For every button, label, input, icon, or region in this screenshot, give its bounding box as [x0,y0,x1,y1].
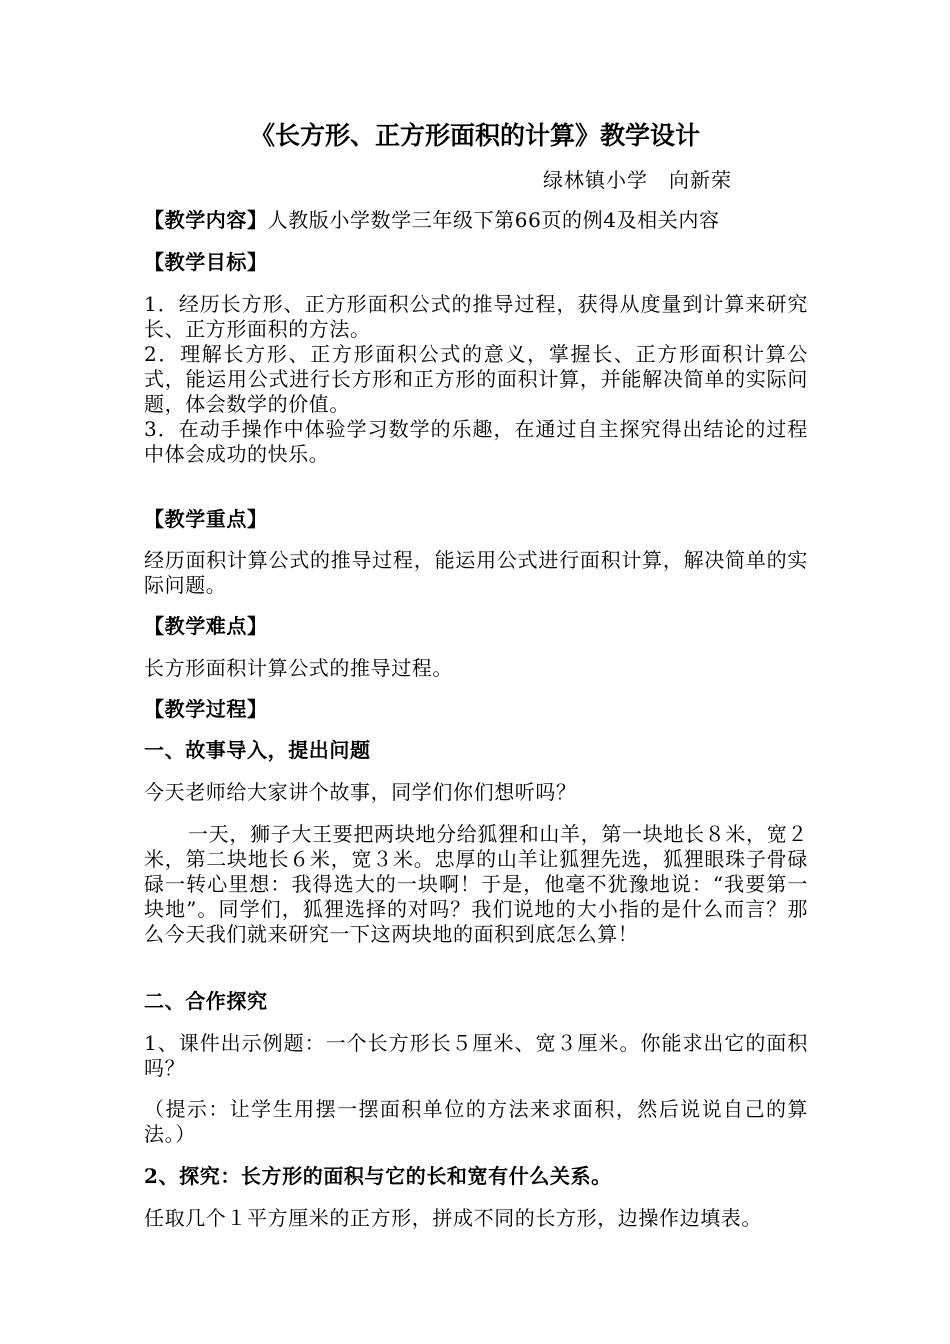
section-2-item-1: 1、课件出示例题：一个长方形长５厘米、宽３厘米。你能求出它的面积吗？ [144,1031,808,1080]
section-1-heading: 一、故事导入，提出问题 [144,738,371,762]
section-2-heading: 二、合作探究 [144,989,268,1013]
section-1-intro: 今天老师给大家讲个故事，同学们你们想听吗？ [144,780,577,804]
document-title: 《长方形、正方形面积的计算》教学设计 [249,121,700,150]
section-1-story: 一天，狮子大王要把两块地分给狐狸和山羊，第一块地长８米，宽２米，第二块地长６米，宽３米。忠厚的山羊让狐狸先选，狐狸眼珠子骨碌碌一转心里想：我得选大的一块啊！于是，他毫不犹豫地说：“我要第一块地”。同学们，狐狸选择的对吗？我们说地的大小指的是什么而言？那么今天我们就来研究一下这两块地的面积到底怎么算！ [144,822,808,946]
key-points-heading: 【教学重点】 [144,507,268,531]
key-points-text: 经历面积计算公式的推导过程，能运用公式进行面积计算，解决简单的实际问题。 [144,548,808,597]
section-2-hint: （提示：让学生用摆一摆面积单位的方法来求面积，然后说说自己的算法。） [144,1097,808,1146]
section-2-item-2: 2、探究：长方形的面积与它的长和宽有什么关系。 [144,1164,612,1188]
difficult-points-heading: 【教学难点】 [144,614,268,638]
goal-1: 1．经历长方形、正方形面积公式的推导过程，获得从度量到计算来研究长、正方形面积的方法。 [144,292,808,341]
author-line: 绿林镇小学 向新荣 [543,168,732,192]
teaching-goals-heading: 【教学目标】 [144,250,268,274]
teaching-process-heading: 【教学过程】 [144,697,268,721]
section-2-item-2-text: 任取几个１平方厘米的正方形，拼成不同的长方形，边操作边填表。 [144,1206,762,1230]
goal-2: 2．理解长方形、正方形面积公式的意义，掌握长、正方形面积计算公式，能运用公式进行长方形和正方形的面积计算，并能解决简单的实际问题，体会数学的价值。 [144,342,808,416]
teaching-content-text: 人教版小学数学三年级下第66页的例4及相关内容 [267,208,720,232]
difficult-points-text: 长方形面积计算公式的推导过程。 [144,656,453,680]
teaching-content-label: 【教学内容】 [144,208,268,232]
goal-3: 3．在动手操作中体验学习数学的乐趣，在通过自主探究得出结论的过程中体会成功的快乐。 [144,417,808,466]
teaching-content-line [144,208,720,233]
